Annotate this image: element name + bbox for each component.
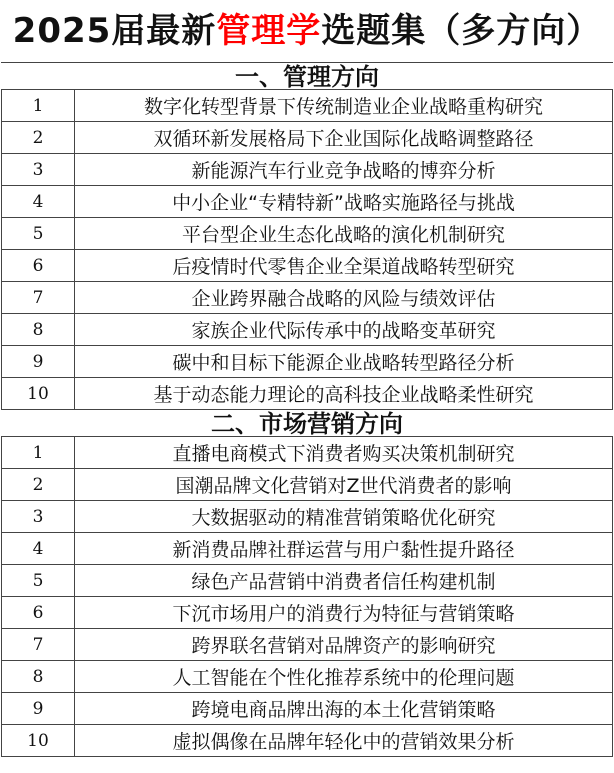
row-number: 7	[2, 282, 75, 314]
topic-title: 跨境电商品牌出海的本土化营销策略	[75, 693, 613, 725]
row-number: 4	[2, 533, 75, 565]
topic-title: 碳中和目标下能源企业战略转型路径分析	[75, 346, 613, 378]
table-row	[2, 314, 613, 346]
topic-sheet	[1, 0, 613, 757]
table-row	[2, 90, 613, 122]
topic-title: 后疫情时代零售企业全渠道战略转型研究	[75, 250, 613, 282]
table-row	[2, 533, 613, 565]
topic-title: 人工智能在个性化推荐系统中的伦理问题	[75, 661, 613, 693]
topic-title: 下沉市场用户的消费行为特征与营销策略	[75, 597, 613, 629]
table-row	[2, 693, 613, 725]
topic-title: 数字化转型背景下传统制造业企业战略重构研究	[75, 90, 613, 122]
section-heading: 二、市场营销方向	[1, 410, 613, 437]
row-number: 6	[2, 250, 75, 282]
table-row	[2, 378, 613, 410]
row-number: 3	[2, 154, 75, 186]
table-row	[2, 282, 613, 314]
table-row	[2, 346, 613, 378]
topic-title: 新消费品牌社群运营与用户黏性提升路径	[75, 533, 613, 565]
section-heading: 一、管理方向	[1, 63, 613, 90]
table-row	[2, 218, 613, 250]
row-number: 10	[2, 378, 75, 410]
row-number: 8	[2, 661, 75, 693]
topic-title: 虚拟偶像在品牌年轻化中的营销效果分析	[75, 725, 613, 757]
topic-title: 大数据驱动的精准营销策略优化研究	[75, 501, 613, 533]
topic-title: 平台型企业生态化战略的演化机制研究	[75, 218, 613, 250]
topic-title: 基于动态能力理论的高科技企业战略柔性研究	[75, 378, 613, 410]
topic-table	[1, 90, 613, 410]
row-number: 7	[2, 629, 75, 661]
row-number: 8	[2, 314, 75, 346]
sheet-title	[1, 0, 613, 63]
topic-title: 企业跨界融合战略的风险与绩效评估	[75, 282, 613, 314]
topic-title: 新能源汽车行业竞争战略的博弈分析	[75, 154, 613, 186]
table-row	[2, 725, 613, 757]
table-row	[2, 597, 613, 629]
row-number: 6	[2, 597, 75, 629]
table-row	[2, 250, 613, 282]
table-row	[2, 437, 613, 469]
topic-title: 家族企业代际传承中的战略变革研究	[75, 314, 613, 346]
topic-title: 绿色产品营销中消费者信任构建机制	[75, 565, 613, 597]
title-prefix: 2025届最新	[12, 11, 217, 51]
topic-title: 跨界联名营销对品牌资产的影响研究	[75, 629, 613, 661]
table-row	[2, 469, 613, 501]
row-number: 10	[2, 725, 75, 757]
row-number: 9	[2, 346, 75, 378]
table-row	[2, 122, 613, 154]
topic-title: 中小企业“专精特新”战略实施路径与挑战	[75, 186, 613, 218]
row-number: 4	[2, 186, 75, 218]
title-highlight: 管理学	[216, 11, 322, 51]
sections-container	[1, 63, 613, 757]
row-number: 3	[2, 501, 75, 533]
table-row	[2, 154, 613, 186]
row-number: 9	[2, 693, 75, 725]
table-row	[2, 629, 613, 661]
table-row	[2, 661, 613, 693]
row-number: 1	[2, 90, 75, 122]
table-row	[2, 501, 613, 533]
row-number: 1	[2, 437, 75, 469]
table-row	[2, 565, 613, 597]
row-number: 2	[2, 122, 75, 154]
topic-title: 双循环新发展格局下企业国际化战略调整路径	[75, 122, 613, 154]
row-number: 5	[2, 565, 75, 597]
topic-table	[1, 437, 613, 757]
row-number: 5	[2, 218, 75, 250]
topic-title: 直播电商模式下消费者购买决策机制研究	[75, 437, 613, 469]
table-row	[2, 186, 613, 218]
row-number: 2	[2, 469, 75, 501]
topic-title: 国潮品牌文化营销对Z世代消费者的影响	[75, 469, 613, 501]
title-suffix: 选题集（多方向）	[321, 11, 602, 51]
